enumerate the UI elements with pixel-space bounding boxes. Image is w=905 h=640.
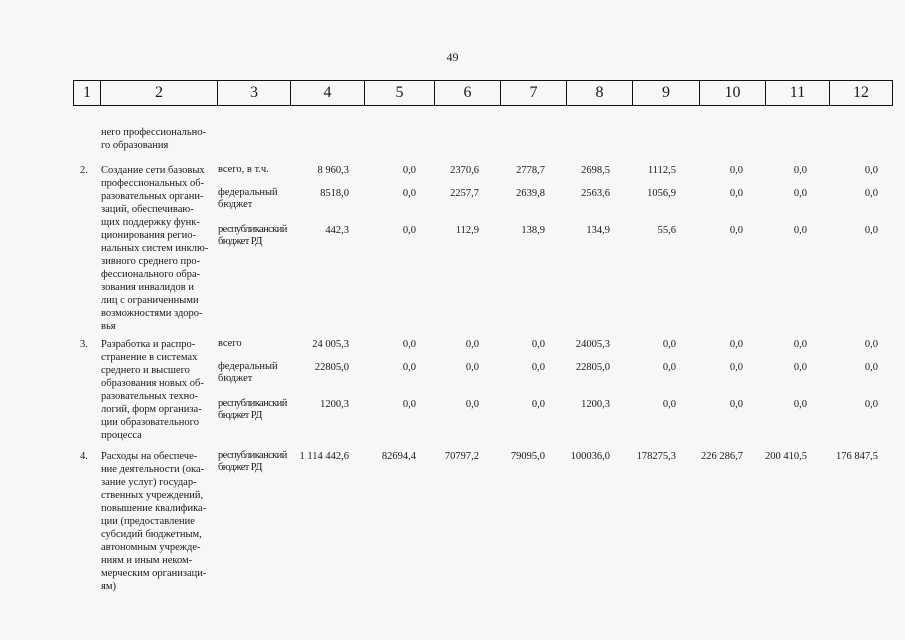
amount-cell: 2257,7 bbox=[450, 188, 479, 199]
row-number: 2. bbox=[80, 165, 88, 176]
amount-cell: 138,9 bbox=[521, 225, 545, 236]
column-header-10: 10 bbox=[700, 81, 766, 106]
amount-cell: 178275,3 bbox=[636, 451, 676, 462]
funding-source-label: федеральный бюджет bbox=[218, 361, 278, 384]
amount-cell: 1112,5 bbox=[647, 165, 676, 176]
amount-cell: 8518,0 bbox=[320, 188, 349, 199]
funding-source-label: республиканский бюджет РД bbox=[218, 398, 287, 421]
amount-cell: 0,0 bbox=[793, 339, 807, 350]
amount-cell: 0,0 bbox=[465, 339, 479, 350]
amount-cell: 0,0 bbox=[402, 188, 416, 199]
amount-cell: 82694,4 bbox=[381, 451, 416, 462]
row-number: 3. bbox=[80, 339, 88, 350]
amount-cell: 200 410,5 bbox=[765, 451, 807, 462]
column-header-9: 9 bbox=[633, 81, 700, 106]
amount-cell: 0,0 bbox=[793, 225, 807, 236]
amount-cell: 0,0 bbox=[864, 188, 878, 199]
amount-cell: 0,0 bbox=[864, 225, 878, 236]
amount-cell: 0,0 bbox=[662, 399, 676, 410]
amount-cell: 1200,3 bbox=[581, 399, 610, 410]
amount-cell: 2639,8 bbox=[516, 188, 545, 199]
continuation-text: него профессионально- го образования bbox=[101, 127, 206, 151]
amount-cell: 100036,0 bbox=[570, 451, 610, 462]
column-header-12: 12 bbox=[830, 81, 893, 106]
amount-cell: 0,0 bbox=[729, 399, 743, 410]
amount-cell: 0,0 bbox=[531, 362, 545, 373]
amount-cell: 2370,6 bbox=[450, 165, 479, 176]
amount-cell: 0,0 bbox=[793, 188, 807, 199]
amount-cell: 0,0 bbox=[793, 399, 807, 410]
column-header-11: 11 bbox=[766, 81, 830, 106]
column-header-2: 2 bbox=[101, 81, 218, 106]
amount-cell: 0,0 bbox=[402, 362, 416, 373]
funding-source-label: федеральный бюджет bbox=[218, 187, 278, 210]
amount-cell: 0,0 bbox=[793, 165, 807, 176]
column-header-1: 1 bbox=[74, 81, 101, 106]
amount-cell: 0,0 bbox=[402, 225, 416, 236]
funding-source-label: всего bbox=[218, 338, 242, 349]
amount-cell: 8 960,3 bbox=[317, 165, 349, 176]
column-header-7: 7 bbox=[501, 81, 567, 106]
amount-cell: 0,0 bbox=[729, 339, 743, 350]
amount-cell: 1200,3 bbox=[320, 399, 349, 410]
header-row bbox=[74, 81, 893, 106]
amount-cell: 112,9 bbox=[455, 225, 479, 236]
funding-source-label: всего, в т.ч. bbox=[218, 164, 269, 175]
column-header-3: 3 bbox=[218, 81, 291, 106]
amount-cell: 0,0 bbox=[793, 362, 807, 373]
row-description: Разработка и распро- странение в системах среднего и высшего образования новых об- разовательных техно- логий, форм организа- ции образовательного процесса bbox=[101, 339, 204, 441]
amount-cell: 226 286,7 bbox=[701, 451, 743, 462]
amount-cell: 0,0 bbox=[729, 225, 743, 236]
row-description: Расходы на обеспече- ние деятельности (ока- зание услуг) государ- ственных учреждений, повышение квалифика- ции (предоставление субсидий бюджетным, автономным учрежде- ниям и иным неком- мерческим организаци- ям) bbox=[101, 451, 207, 592]
amount-cell: 0,0 bbox=[662, 339, 676, 350]
amount-cell: 22805,0 bbox=[575, 362, 610, 373]
amount-cell: 2563,6 bbox=[581, 188, 610, 199]
column-header-8: 8 bbox=[567, 81, 633, 106]
amount-cell: 134,9 bbox=[586, 225, 610, 236]
amount-cell: 0,0 bbox=[864, 165, 878, 176]
page-number: 49 bbox=[446, 50, 459, 64]
amount-cell: 2778,7 bbox=[516, 165, 545, 176]
amount-cell: 0,0 bbox=[864, 362, 878, 373]
funding-source-label: республиканский бюджет РД bbox=[218, 224, 287, 247]
amount-cell: 0,0 bbox=[402, 339, 416, 350]
amount-cell: 0,0 bbox=[864, 339, 878, 350]
amount-cell: 0,0 bbox=[465, 399, 479, 410]
row-description: Создание сети базовых профессиональных об- разовательных органи- заций, обеспечиваю- щих поддержку функ- ционирования регио- нальных систем инклю- зивного среднего про- фессионального обра- зования инвалидов и лиц с ограниченными возможностями здоро- вья bbox=[101, 165, 209, 332]
amount-cell: 0,0 bbox=[662, 362, 676, 373]
row-number: 4. bbox=[80, 451, 88, 462]
column-header-5: 5 bbox=[365, 81, 435, 106]
amount-cell: 70797,2 bbox=[444, 451, 479, 462]
column-header-table bbox=[73, 80, 893, 106]
amount-cell: 2698,5 bbox=[581, 165, 610, 176]
funding-source-label: республиканский бюджет РД bbox=[218, 450, 287, 473]
amount-cell: 176 847,5 bbox=[836, 451, 878, 462]
amount-cell: 55,6 bbox=[657, 225, 676, 236]
amount-cell: 0,0 bbox=[729, 362, 743, 373]
amount-cell: 79095,0 bbox=[510, 451, 545, 462]
amount-cell: 0,0 bbox=[864, 399, 878, 410]
amount-cell: 0,0 bbox=[729, 188, 743, 199]
amount-cell: 22805,0 bbox=[314, 362, 349, 373]
column-header-4: 4 bbox=[291, 81, 365, 106]
amount-cell: 24 005,3 bbox=[312, 339, 349, 350]
amount-cell: 0,0 bbox=[402, 399, 416, 410]
amount-cell: 24005,3 bbox=[575, 339, 610, 350]
amount-cell: 1056,9 bbox=[647, 188, 676, 199]
amount-cell: 1 114 442,6 bbox=[299, 451, 349, 462]
column-header-6: 6 bbox=[435, 81, 501, 106]
amount-cell: 442,3 bbox=[325, 225, 349, 236]
amount-cell: 0,0 bbox=[465, 362, 479, 373]
amount-cell: 0,0 bbox=[729, 165, 743, 176]
amount-cell: 0,0 bbox=[531, 399, 545, 410]
amount-cell: 0,0 bbox=[531, 339, 545, 350]
amount-cell: 0,0 bbox=[402, 165, 416, 176]
